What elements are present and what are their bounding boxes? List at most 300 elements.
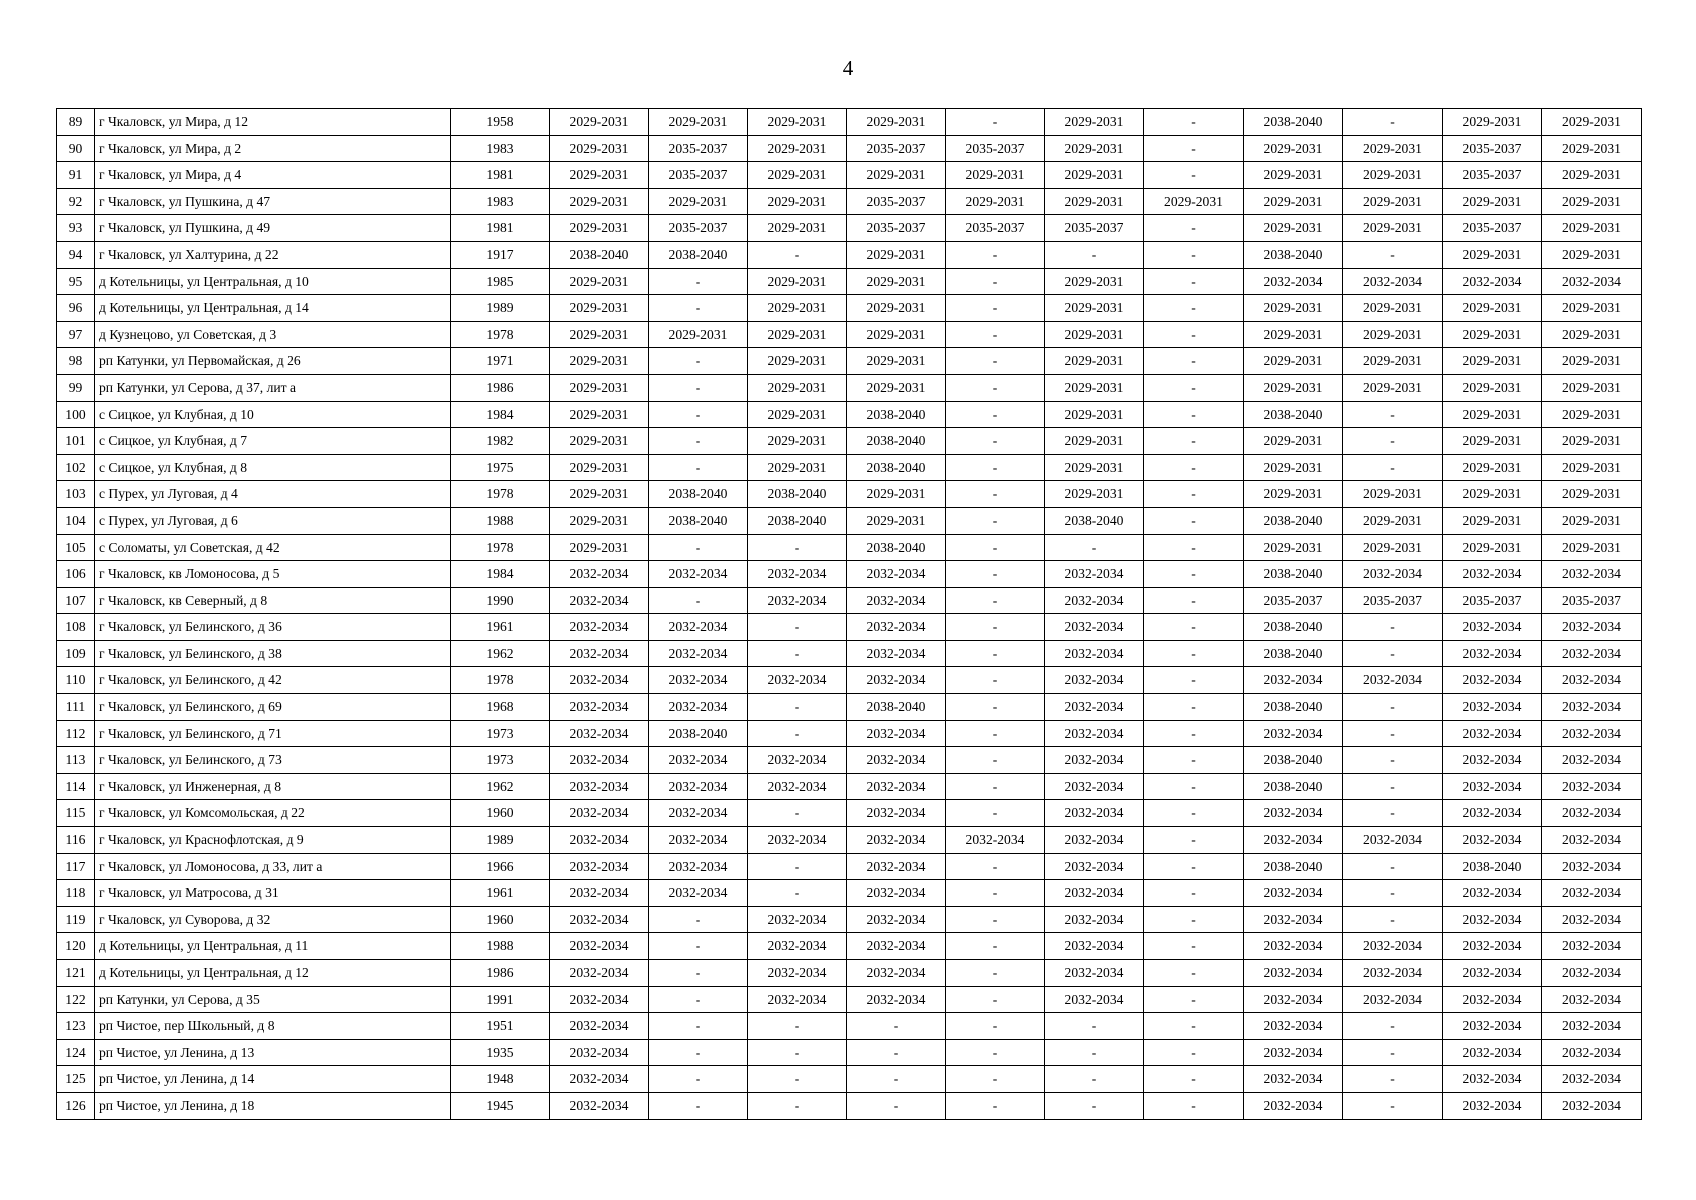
repair-period-cell: - [1343,694,1443,721]
repair-period-cell: 2032-2034 [1244,880,1343,907]
repair-period-cell: 2032-2034 [550,694,649,721]
repair-period-cell: 2029-2031 [847,507,946,534]
repair-period-cell: 2032-2034 [1244,1092,1343,1119]
year-built-cell: 1978 [451,321,550,348]
repair-period-cell: - [649,1013,748,1040]
repair-period-cell: - [1343,1039,1443,1066]
repair-period-cell: 2032-2034 [847,667,946,694]
row-number-cell: 106 [57,561,95,588]
address-cell: рп Чистое, ул Ленина, д 13 [95,1039,451,1066]
repair-period-cell: 2029-2031 [1443,428,1542,455]
repair-period-cell: - [1144,428,1244,455]
repair-period-cell: 2032-2034 [1045,667,1144,694]
repair-period-cell: 2032-2034 [748,587,847,614]
repair-period-cell: 2029-2031 [847,481,946,508]
repair-period-cell: - [1144,295,1244,322]
repair-period-cell: 2032-2034 [1443,933,1542,960]
repair-period-cell: 2029-2031 [1045,348,1144,375]
repair-period-cell: - [1144,933,1244,960]
address-cell: г Чкаловск, ул Пушкина, д 49 [95,215,451,242]
row-number-cell: 120 [57,933,95,960]
repair-period-cell: - [1144,374,1244,401]
repair-period-cell: 2029-2031 [1542,481,1642,508]
year-built-cell: 1983 [451,135,550,162]
address-cell: рп Катунки, ул Серова, д 37, лит а [95,374,451,401]
row-number-cell: 111 [57,694,95,721]
repair-period-cell: - [1144,960,1244,987]
year-built-cell: 1958 [451,109,550,136]
repair-period-cell: 2032-2034 [649,773,748,800]
repair-period-cell: - [946,109,1045,136]
repair-period-cell: 2032-2034 [1443,614,1542,641]
row-number-cell: 118 [57,880,95,907]
row-number-cell: 103 [57,481,95,508]
table-row [57,401,1642,428]
table-row [57,454,1642,481]
repair-period-cell: 2032-2034 [1045,933,1144,960]
repair-period-cell: - [1144,667,1244,694]
address-cell: с Соломаты, ул Советская, д 42 [95,534,451,561]
table-row [57,561,1642,588]
row-number-cell: 99 [57,374,95,401]
repair-period-cell: 2029-2031 [748,109,847,136]
repair-period-cell: - [1144,1092,1244,1119]
year-built-cell: 1985 [451,268,550,295]
row-number-cell: 110 [57,667,95,694]
table-row [57,906,1642,933]
repair-period-cell: 2029-2031 [748,374,847,401]
repair-period-cell: 2032-2034 [1443,800,1542,827]
address-cell: с Пурех, ул Луговая, д 4 [95,481,451,508]
table-row [57,321,1642,348]
repair-period-cell: - [946,906,1045,933]
repair-period-cell: - [946,481,1045,508]
repair-period-cell: 2032-2034 [1542,667,1642,694]
table-row [57,481,1642,508]
repair-period-cell: 2029-2031 [550,215,649,242]
repair-period-cell: 2038-2040 [1244,401,1343,428]
row-number-cell: 126 [57,1092,95,1119]
repair-period-cell: 2029-2031 [847,241,946,268]
repair-period-cell: 2032-2034 [847,614,946,641]
repair-period-cell: 2038-2040 [649,481,748,508]
repair-period-cell: - [946,534,1045,561]
repair-period-cell: 2032-2034 [1045,640,1144,667]
repair-period-cell: - [1045,1092,1144,1119]
row-number-cell: 121 [57,960,95,987]
table-row [57,587,1642,614]
repair-period-cell: - [946,720,1045,747]
repair-period-cell: 2029-2031 [748,428,847,455]
repair-period-cell: 2032-2034 [1542,933,1642,960]
repair-period-cell: 2032-2034 [1443,747,1542,774]
repair-period-cell: - [1343,1092,1443,1119]
repair-period-cell: 2032-2034 [1244,720,1343,747]
repair-period-cell: 2029-2031 [1343,534,1443,561]
row-number-cell: 117 [57,853,95,880]
row-number-cell: 91 [57,162,95,189]
address-cell: г Чкаловск, ул Белинского, д 69 [95,694,451,721]
repair-period-cell: 2029-2031 [1045,401,1144,428]
year-built-cell: 1968 [451,694,550,721]
repair-period-cell: 2032-2034 [748,986,847,1013]
repair-period-cell: 2029-2031 [1343,162,1443,189]
repair-period-cell: 2032-2034 [1244,960,1343,987]
row-number-cell: 113 [57,747,95,774]
repair-period-cell: 2032-2034 [748,667,847,694]
repair-period-cell: - [1343,800,1443,827]
repair-period-cell: - [1144,773,1244,800]
repair-period-cell: - [649,534,748,561]
repair-period-cell: 2035-2037 [847,135,946,162]
table-body [57,109,1642,1120]
repair-period-cell: 2029-2031 [1343,188,1443,215]
address-cell: г Чкаловск, ул Белинского, д 73 [95,747,451,774]
table-row [57,933,1642,960]
address-cell: г Чкаловск, ул Мира, д 2 [95,135,451,162]
repair-period-cell: - [1343,640,1443,667]
repair-period-cell: 2035-2037 [1443,162,1542,189]
repair-period-cell: 2029-2031 [550,162,649,189]
repair-period-cell: 2029-2031 [847,348,946,375]
row-number-cell: 93 [57,215,95,242]
repair-period-cell: - [649,295,748,322]
repair-period-cell: - [1144,587,1244,614]
table-row [57,720,1642,747]
repair-period-cell: 2029-2031 [1244,135,1343,162]
repair-period-cell: - [1144,614,1244,641]
repair-period-cell: 2029-2031 [847,374,946,401]
repair-period-cell: 2032-2034 [1542,720,1642,747]
repair-period-cell: - [1144,241,1244,268]
address-cell: с Пурех, ул Луговая, д 6 [95,507,451,534]
table-row [57,268,1642,295]
repair-period-cell: - [1343,1013,1443,1040]
repair-period-cell: 2029-2031 [1542,507,1642,534]
repair-period-cell: - [847,1039,946,1066]
repair-period-cell: 2032-2034 [1045,773,1144,800]
address-cell: г Чкаловск, ул Инженерная, д 8 [95,773,451,800]
repair-period-cell: 2029-2031 [1244,321,1343,348]
repair-period-cell: - [1144,162,1244,189]
address-cell: г Чкаловск, ул Белинского, д 42 [95,667,451,694]
repair-period-cell: 2038-2040 [1244,241,1343,268]
table-row [57,374,1642,401]
year-built-cell: 1986 [451,960,550,987]
repair-period-cell: 2029-2031 [550,109,649,136]
year-built-cell: 1962 [451,640,550,667]
repair-period-cell: 2029-2031 [1244,481,1343,508]
year-built-cell: 1973 [451,747,550,774]
repair-period-cell: - [649,454,748,481]
repair-period-cell: - [748,614,847,641]
address-cell: рп Чистое, ул Ленина, д 14 [95,1066,451,1093]
repair-period-cell: 2029-2031 [1443,454,1542,481]
address-cell: с Сицкое, ул Клубная, д 7 [95,428,451,455]
repair-period-cell: 2029-2031 [748,321,847,348]
repair-period-cell: 2029-2031 [1244,162,1343,189]
repair-period-cell: 2032-2034 [847,906,946,933]
row-number-cell: 90 [57,135,95,162]
row-number-cell: 89 [57,109,95,136]
repair-period-cell: 2035-2037 [1244,587,1343,614]
repair-period-cell: 2029-2031 [847,268,946,295]
table-row [57,773,1642,800]
repair-period-cell: 2032-2034 [550,986,649,1013]
repair-period-cell: 2032-2034 [649,853,748,880]
row-number-cell: 112 [57,720,95,747]
repair-period-cell: - [748,1066,847,1093]
repair-period-cell: - [649,960,748,987]
repair-period-cell: 2029-2031 [1045,268,1144,295]
repair-period-cell: 2029-2031 [748,348,847,375]
repair-period-cell: 2032-2034 [1343,960,1443,987]
repair-period-cell: - [946,1066,1045,1093]
repair-period-cell: - [649,906,748,933]
repair-period-cell: - [946,321,1045,348]
address-cell: г Чкаловск, ул Ломоносова, д 33, лит а [95,853,451,880]
repair-period-cell: 2032-2034 [1244,986,1343,1013]
repair-period-cell: 2032-2034 [1443,827,1542,854]
repair-period-cell: 2032-2034 [550,587,649,614]
repair-period-cell: - [946,1013,1045,1040]
year-built-cell: 1989 [451,295,550,322]
table-row [57,162,1642,189]
repair-period-cell: 2029-2031 [1542,454,1642,481]
repair-period-cell: - [847,1092,946,1119]
repair-period-cell: - [748,534,847,561]
repair-period-cell: 2032-2034 [1045,986,1144,1013]
repair-period-cell: 2032-2034 [1443,1092,1542,1119]
repair-period-cell: 2029-2031 [1542,348,1642,375]
year-built-cell: 1935 [451,1039,550,1066]
repair-period-cell: 2032-2034 [649,614,748,641]
row-number-cell: 98 [57,348,95,375]
repair-period-cell: 2032-2034 [1542,906,1642,933]
repair-period-cell: - [1144,507,1244,534]
repair-period-cell: - [1343,109,1443,136]
repair-period-cell: 2038-2040 [847,401,946,428]
repair-period-cell: 2029-2031 [1443,481,1542,508]
repair-period-cell: 2038-2040 [1443,853,1542,880]
repair-period-cell: 2032-2034 [847,933,946,960]
table-row [57,188,1642,215]
row-number-cell: 123 [57,1013,95,1040]
repair-period-cell: 2029-2031 [1443,109,1542,136]
repair-period-cell: 2038-2040 [1244,640,1343,667]
address-cell: д Котельницы, ул Центральная, д 14 [95,295,451,322]
repair-period-cell: - [946,1092,1045,1119]
table-row [57,241,1642,268]
repair-period-cell: 2032-2034 [1045,694,1144,721]
repair-period-cell: - [1144,1066,1244,1093]
repair-period-cell: 2032-2034 [1542,694,1642,721]
repair-schedule-table [56,108,1642,1120]
repair-period-cell: 2029-2031 [550,534,649,561]
repair-period-cell: 2032-2034 [649,694,748,721]
repair-period-cell: 2029-2031 [946,162,1045,189]
year-built-cell: 1917 [451,241,550,268]
repair-period-cell: 2032-2034 [748,960,847,987]
repair-period-cell: 2029-2031 [1542,162,1642,189]
repair-period-cell: 2032-2034 [649,747,748,774]
repair-period-cell: 2032-2034 [550,853,649,880]
repair-period-cell: - [1343,880,1443,907]
repair-period-cell: 2029-2031 [1045,321,1144,348]
repair-period-cell: 2032-2034 [1542,268,1642,295]
repair-period-cell: 2032-2034 [1443,640,1542,667]
repair-period-cell: - [1045,1039,1144,1066]
repair-period-cell: 2038-2040 [550,241,649,268]
repair-period-cell: 2032-2034 [550,1039,649,1066]
repair-period-cell: 2029-2031 [1244,215,1343,242]
repair-period-cell: 2029-2031 [1443,321,1542,348]
repair-period-cell: - [649,428,748,455]
repair-period-cell: 2032-2034 [748,773,847,800]
table-row [57,747,1642,774]
row-number-cell: 116 [57,827,95,854]
repair-period-cell: - [1144,454,1244,481]
table-row [57,215,1642,242]
repair-period-cell: - [1343,241,1443,268]
repair-period-cell: - [649,587,748,614]
repair-period-cell: 2035-2037 [1443,587,1542,614]
year-built-cell: 1960 [451,906,550,933]
address-cell: г Чкаловск, ул Мира, д 4 [95,162,451,189]
repair-period-cell: 2029-2031 [748,268,847,295]
table-row [57,986,1642,1013]
repair-period-cell: 2029-2031 [748,188,847,215]
repair-period-cell: 2032-2034 [847,747,946,774]
repair-period-cell: - [1144,880,1244,907]
repair-period-cell: 2029-2031 [1443,295,1542,322]
repair-period-cell: 2032-2034 [1542,747,1642,774]
repair-period-cell: 2029-2031 [748,135,847,162]
repair-period-cell: 2029-2031 [550,507,649,534]
repair-period-cell: - [1343,853,1443,880]
repair-period-cell: - [946,241,1045,268]
repair-period-cell: 2029-2031 [649,188,748,215]
repair-period-cell: - [748,720,847,747]
row-number-cell: 94 [57,241,95,268]
repair-period-cell: 2029-2031 [1343,321,1443,348]
repair-period-cell: 2032-2034 [1443,667,1542,694]
address-cell: г Чкаловск, ул Мира, д 12 [95,109,451,136]
repair-period-cell: 2032-2034 [1443,986,1542,1013]
repair-period-cell: 2029-2031 [1045,135,1144,162]
repair-period-cell: - [1045,534,1144,561]
repair-period-cell: - [1144,853,1244,880]
repair-period-cell: 2038-2040 [649,507,748,534]
repair-period-cell: - [1144,135,1244,162]
row-number-cell: 102 [57,454,95,481]
repair-period-cell: 2032-2034 [1244,933,1343,960]
row-number-cell: 95 [57,268,95,295]
table-row [57,667,1642,694]
repair-period-cell: - [649,1066,748,1093]
table-row [57,694,1642,721]
repair-period-cell: 2029-2031 [1443,374,1542,401]
repair-period-cell: 2032-2034 [550,640,649,667]
repair-period-cell: - [946,880,1045,907]
repair-period-cell: 2032-2034 [748,827,847,854]
repair-period-cell: 2032-2034 [1542,773,1642,800]
repair-period-cell: 2029-2031 [1542,321,1642,348]
repair-period-cell: 2032-2034 [748,561,847,588]
repair-period-cell: 2032-2034 [1244,1013,1343,1040]
address-cell: д Котельницы, ул Центральная, д 10 [95,268,451,295]
repair-period-cell: 2032-2034 [1542,1092,1642,1119]
repair-period-cell: 2032-2034 [1443,694,1542,721]
year-built-cell: 1961 [451,614,550,641]
repair-period-cell: 2032-2034 [1343,561,1443,588]
repair-period-cell: 2029-2031 [1343,135,1443,162]
repair-period-cell: 2029-2031 [748,162,847,189]
repair-period-cell: 2038-2040 [1244,694,1343,721]
repair-period-cell: 2038-2040 [847,694,946,721]
repair-period-cell: 2029-2031 [748,454,847,481]
repair-period-cell: 2029-2031 [1045,454,1144,481]
row-number-cell: 100 [57,401,95,428]
repair-period-cell: 2029-2031 [1443,401,1542,428]
address-cell: г Чкаловск, ул Краснофлотская, д 9 [95,827,451,854]
table-row [57,348,1642,375]
repair-period-cell: 2032-2034 [847,773,946,800]
repair-period-cell: 2038-2040 [1244,853,1343,880]
repair-period-cell: - [946,773,1045,800]
repair-period-cell: - [1343,906,1443,933]
repair-period-cell: 2029-2031 [1244,454,1343,481]
repair-period-cell: 2032-2034 [847,960,946,987]
repair-period-cell: 2029-2031 [1343,295,1443,322]
table-row [57,960,1642,987]
repair-period-cell: 2032-2034 [649,561,748,588]
repair-period-cell: 2029-2031 [1144,188,1244,215]
repair-period-cell: 2032-2034 [1045,880,1144,907]
repair-period-cell: 2032-2034 [1045,720,1144,747]
repair-period-cell: 2032-2034 [1045,747,1144,774]
row-number-cell: 115 [57,800,95,827]
repair-period-cell: - [1144,401,1244,428]
repair-period-cell: - [1343,428,1443,455]
repair-period-cell: - [946,428,1045,455]
repair-period-cell: - [1144,800,1244,827]
repair-period-cell: - [946,1039,1045,1066]
table-row [57,880,1642,907]
repair-period-cell: 2032-2034 [550,827,649,854]
repair-period-cell: 2032-2034 [1443,880,1542,907]
address-cell: д Котельницы, ул Центральная, д 12 [95,960,451,987]
table-row [57,1013,1642,1040]
repair-period-cell: 2029-2031 [1542,215,1642,242]
address-cell: г Чкаловск, ул Халтурина, д 22 [95,241,451,268]
repair-period-cell: - [1144,906,1244,933]
row-number-cell: 97 [57,321,95,348]
repair-period-cell: 2029-2031 [847,162,946,189]
table-row [57,640,1642,667]
repair-period-cell: - [1045,241,1144,268]
repair-period-cell: - [946,561,1045,588]
repair-period-cell: 2029-2031 [550,268,649,295]
repair-period-cell: 2032-2034 [550,1013,649,1040]
repair-period-cell: 2032-2034 [649,880,748,907]
year-built-cell: 1961 [451,880,550,907]
repair-period-cell: 2032-2034 [1244,827,1343,854]
row-number-cell: 96 [57,295,95,322]
page-number: 4 [842,56,854,80]
repair-period-cell: 2038-2040 [1244,614,1343,641]
table-row [57,1039,1642,1066]
